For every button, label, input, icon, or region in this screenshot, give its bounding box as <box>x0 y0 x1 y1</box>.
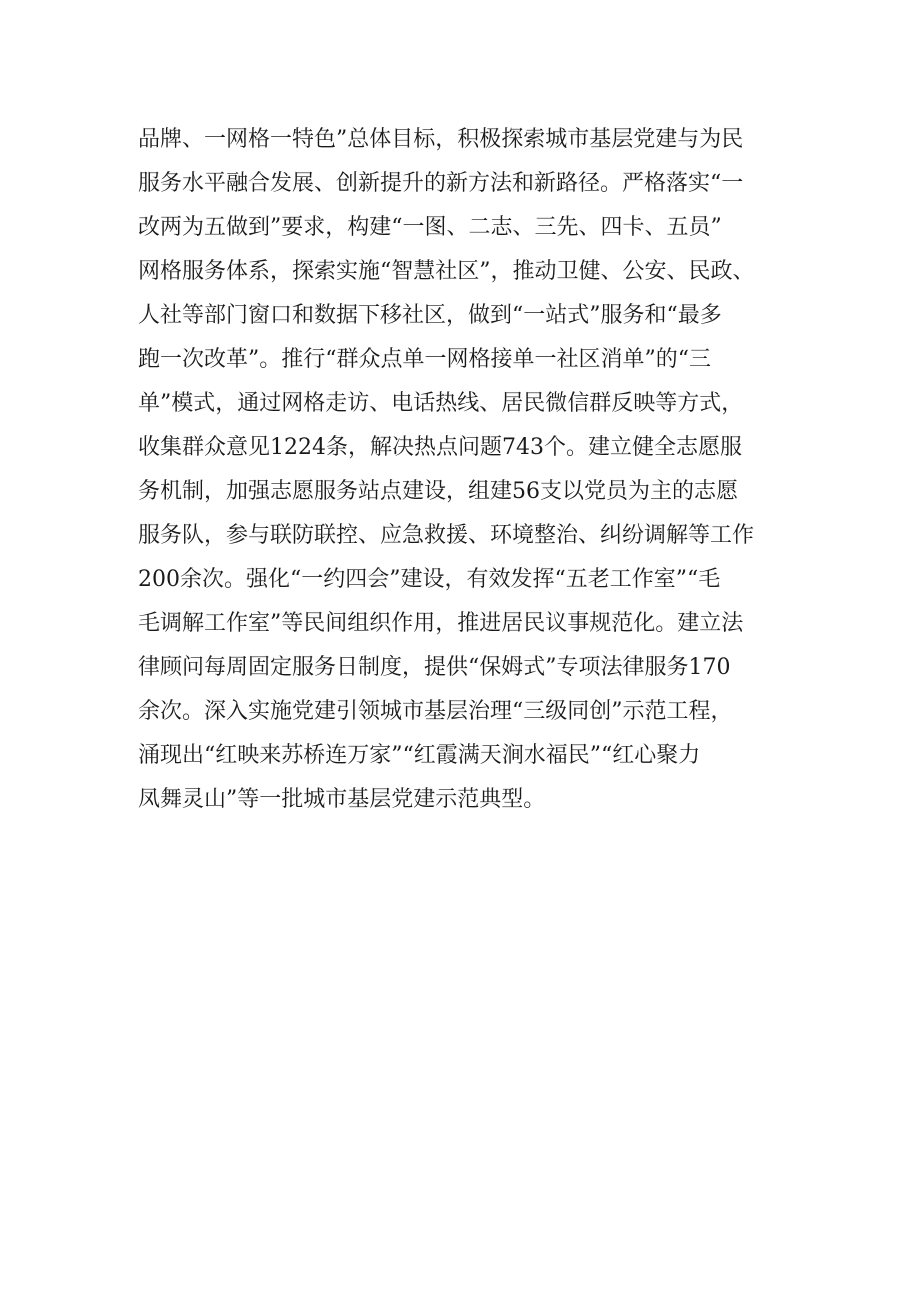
body-paragraph <box>138 118 798 822</box>
text-line: 涌现出“红映来苏桥连万家”“红霞满天涧水福民”“红心聚力 <box>138 743 701 768</box>
text-line: 改两为五做到”要求，构建“一图、二志、三先、四卡、五员” <box>138 215 722 240</box>
text-line: 网格服务体系，探索实施“智慧社区”，推动卫健、公安、民政、 <box>138 259 755 284</box>
text-line: 余次。深入实施党建引领城市基层治理“三级同创”示范工程， <box>138 699 733 724</box>
text-line: 品牌、一网格一特色”总体目标，积极探索城市基层党建与为民 <box>138 127 744 152</box>
text-line: 律顾问每周固定服务日制度，提供“保姆式”专项法律服务170 <box>138 655 731 680</box>
text-line: 跑一次改革”。推行“群众点单一网格接单一社区消单”的“三 <box>138 347 711 372</box>
text-line: 凤舞灵山”等一批城市基层党建示范典型。 <box>138 787 546 812</box>
text-line: 服务队，参与联防联控、应急救援、环境整治、纠纷调解等工作 <box>138 523 755 548</box>
text-line: 200余次。强化“一约四会”建设，有效发挥“五老工作室”“毛 <box>138 567 721 592</box>
text-line: 人社等部门窗口和数据下移社区，做到“一站式”服务和“最多 <box>138 303 722 328</box>
text-line: 毛调解工作室”等民间组织作用，推进居民议事规范化。建立法 <box>138 611 744 636</box>
text-line: 收集群众意见1224条，解决热点问题743个。建立健全志愿服 <box>138 435 742 460</box>
text-line: 务机制，加强志愿服务站点建设，组建56支以党员为主的志愿 <box>138 479 738 504</box>
text-line: 单”模式，通过网格走访、电话热线、居民微信群反映等方式， <box>138 391 744 416</box>
text-line: 服务水平融合发展、创新提升的新方法和新路径。严格落实“一 <box>138 171 744 196</box>
